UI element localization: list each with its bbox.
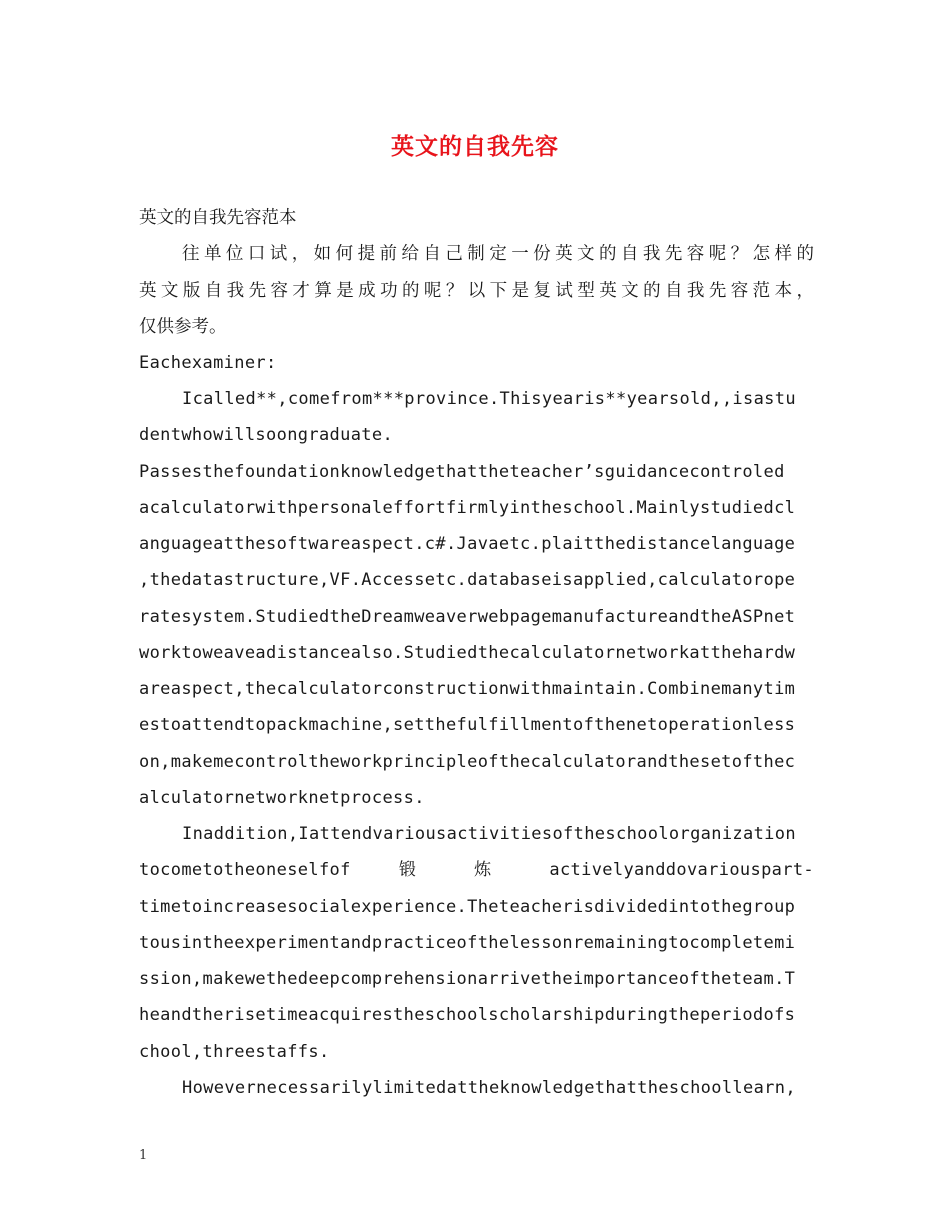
paragraph-line: Passesthefoundationknowledgethattheteacher’sguidancecontroled	[139, 462, 785, 482]
paragraph-line: areaspect,thecalculatorconstructionwithmaintain.Combinemanytim	[139, 679, 796, 699]
salutation: Eachexaminer:	[139, 353, 277, 373]
paragraph-line: acalculatorwithpersonaleffortfirmlyintheschool.Mainlystudiedcl	[139, 498, 796, 518]
intro-line: 往单位口试，如何提前给自己制定一份英文的自我先容呢？怎样的	[182, 244, 814, 264]
intro-line: 仅供参考。	[139, 317, 227, 337]
paragraph-line: on,makemecontroltheworkprincipleofthecalculatorandthesetofthec	[139, 752, 796, 772]
document-title: 英文的自我先容	[391, 133, 559, 160]
paragraph-line: dentwhowillsoongraduate.	[139, 425, 394, 445]
paragraph-line: ratesystem.StudiedtheDreamweaverwebpagemanufactureandtheASPnet	[139, 607, 796, 627]
intro-line: 英文版自我先容才算是成功的呢？以下是复试型英文的自我先容范本，	[139, 281, 814, 301]
paragraph-line: alculatornetworknetprocess.	[139, 788, 425, 808]
paragraph-line: tousintheexperimentandpracticeofthelessonremainingtocompletemi	[139, 933, 796, 953]
paragraph-line: ,thedatastructure,VF.Accessetc.databaseisapplied,calculatorope	[139, 570, 796, 590]
paragraph-line: timetoincreasesocialexperience.Theteacherisdividedintothegroup	[139, 897, 796, 917]
paragraph-line: anguageatthesoftwareaspect.c#.Javaetc.plaitthedistancelanguage	[139, 534, 796, 554]
paragraph-line: estoattendtopackmachine,setthefulfillmentofthenetoperationless	[139, 715, 796, 735]
paragraph-line: heandtherisetimeacquirestheschoolscholarshipduringtheperiodofs	[139, 1005, 796, 1025]
paragraph-line: chool,threestaffs.	[139, 1042, 330, 1062]
paragraph-line: worktoweaveadistancealso.Studiedthecalculatornetworkatthehardw	[139, 643, 796, 663]
paragraph-line: tocometotheoneselfof 锻 炼 activelyanddovariouspart-	[139, 860, 814, 880]
paragraph-line: Howevernecessarilylimitedattheknowledgethattheschoollearn,	[182, 1078, 796, 1098]
paragraph-line: Inaddition,Iattendvariousactivitiesoftheschoolorganization	[182, 824, 796, 844]
paragraph-line: ssion,makewethedeepcomprehensionarrivetheimportanceoftheteam.T	[139, 969, 796, 989]
subtitle: 英文的自我先容范本	[139, 208, 297, 228]
page-number: 1	[139, 1148, 148, 1163]
paragraph-line: Icalled**,comefrom***province.Thisyearis**yearsold,,isastu	[182, 389, 796, 409]
